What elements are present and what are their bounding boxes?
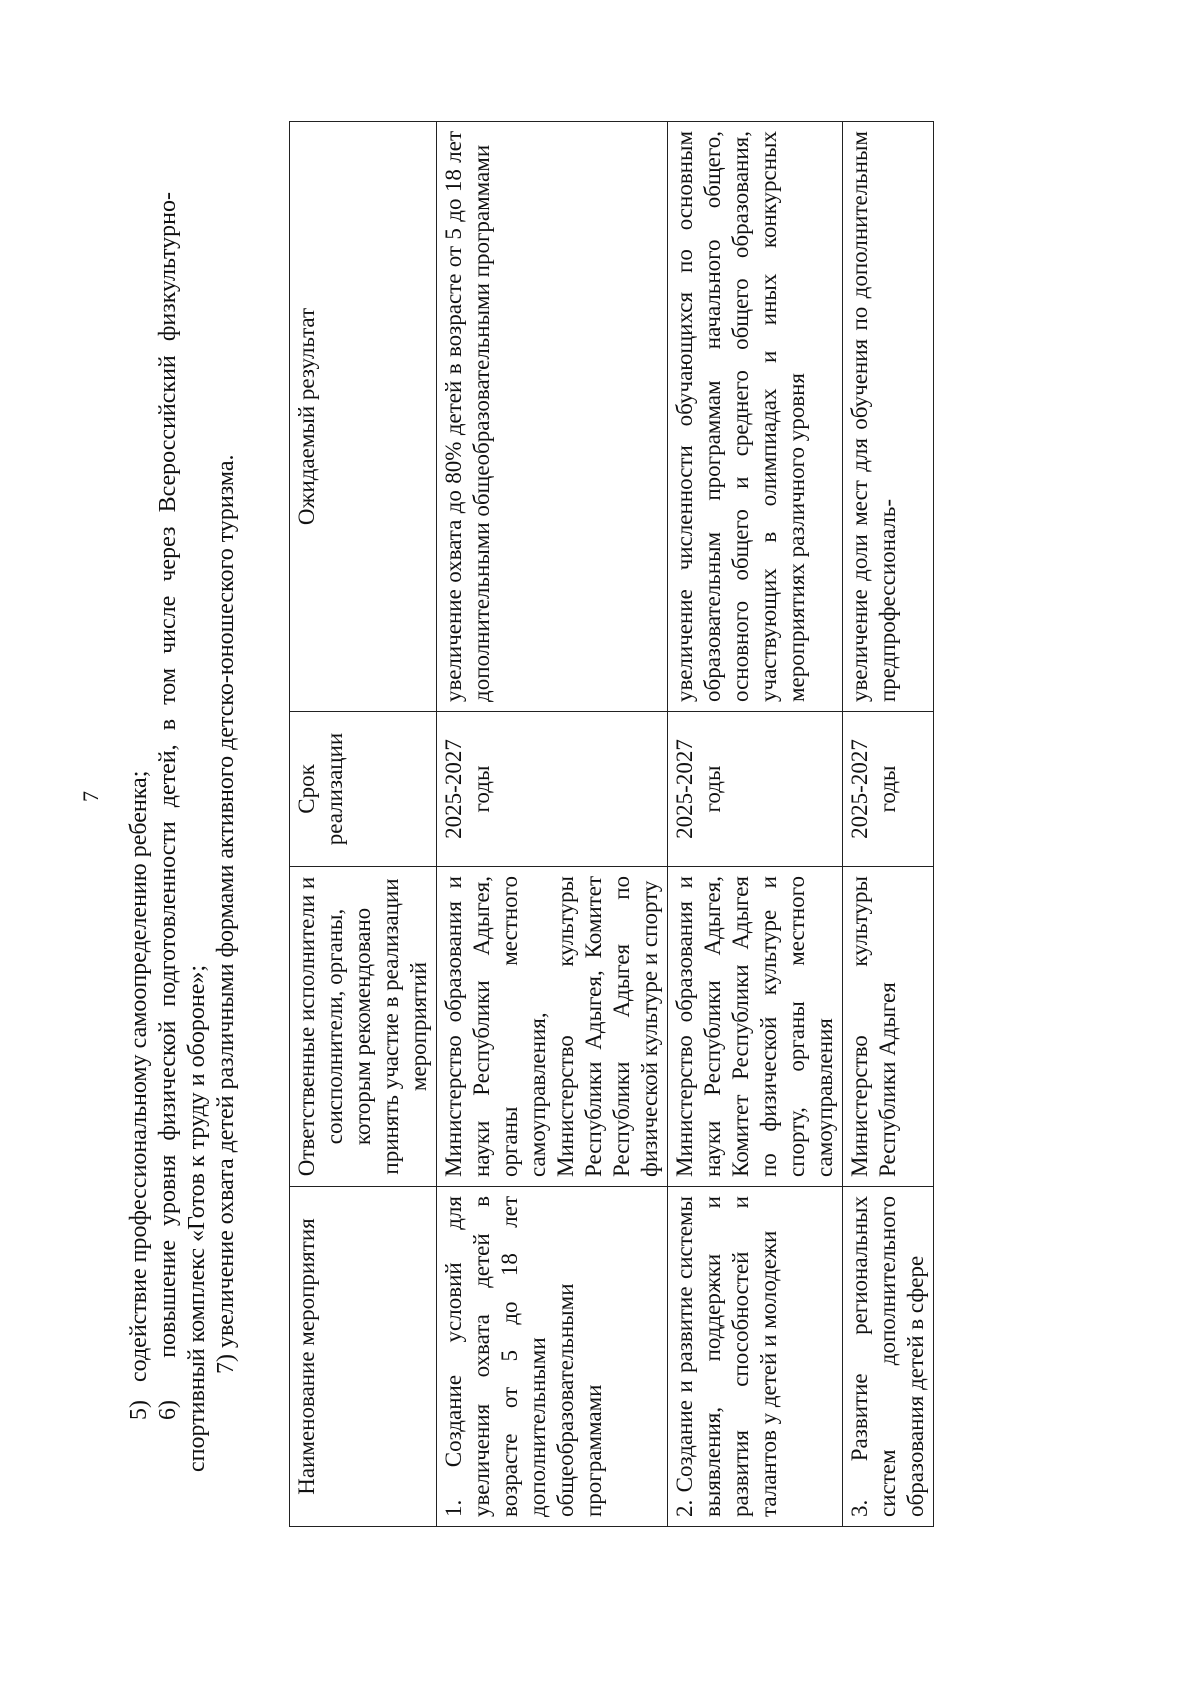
row-term: 2025-2027 годы: [437, 712, 668, 867]
row-responsible: Министерство образования и науки Республики Адыгея, органы местного самоуправления, Министерство культуры Республики Адыгея, Комитет Республики Адыгея по физической культуре и спорту: [437, 867, 668, 1187]
header-name: Наименование мероприятия: [290, 1187, 437, 1527]
row-result: увеличение численности обучающихся по основным образовательным программам начального общего, основного общего и среднего общего образования, участвующих в олимпиадах и иных конкурсных мероприятиях различного уровня: [668, 122, 843, 712]
row-name: 3. Развитие региональных систем дополнительного образования детей в сфере: [843, 1187, 934, 1527]
header-responsible: Ответственные исполнители и соисполнители, органы, которым рекомендовано принять участие в реализации мероприятий: [290, 867, 437, 1187]
intro-item-6: 6) повышение уровня физической подготовленности детей, в том числе через Всероссийский физкультурно-спортивный комплекс «Готов к труду и обороне»;: [155, 192, 210, 1472]
intro-item-5: 5) содействие профессиональному самоопределению ребенка;: [126, 770, 152, 1420]
row-name: 2. Создание и развитие системы выявления, поддержки и развития способностей и талантов у детей и молодежи: [668, 1187, 843, 1527]
row-result: увеличение охвата до 80% детей в возрасте от 5 до 18 лет дополнительными общеобразовательными программами: [437, 122, 668, 712]
row-responsible: Министерство культуры Республики Адыгея: [843, 867, 934, 1187]
table-row: [668, 122, 843, 1527]
header-term: Срок реализации: [290, 712, 437, 867]
row-term: 2025-2027 годы: [843, 712, 934, 867]
intro-list: [125, 192, 241, 1472]
page-number: 7: [78, 791, 103, 802]
table-header-row: [290, 122, 437, 1527]
table-row: [843, 122, 934, 1527]
measures-table: [289, 121, 934, 1527]
table-row: [437, 122, 668, 1527]
row-responsible: Министерство образования и науки Республики Адыгея, Комитет Республики Адыгея по физической культуре и спорту, органы местного самоуправления: [668, 867, 843, 1187]
row-result: увеличение доли мест для обучения по дополнительным предпрофессиональ-: [843, 122, 934, 712]
intro-item-7: 7) увеличение охвата детей различными формами активного детско-юношеского туризма.: [213, 454, 239, 1374]
header-result: Ожидаемый результат: [290, 122, 437, 712]
row-term: 2025-2027 годы: [668, 712, 843, 867]
row-name: 1. Создание условий для увеличения охвата детей в возрасте от 5 до 18 лет дополнительными общеобразовательными программами: [437, 1187, 668, 1527]
